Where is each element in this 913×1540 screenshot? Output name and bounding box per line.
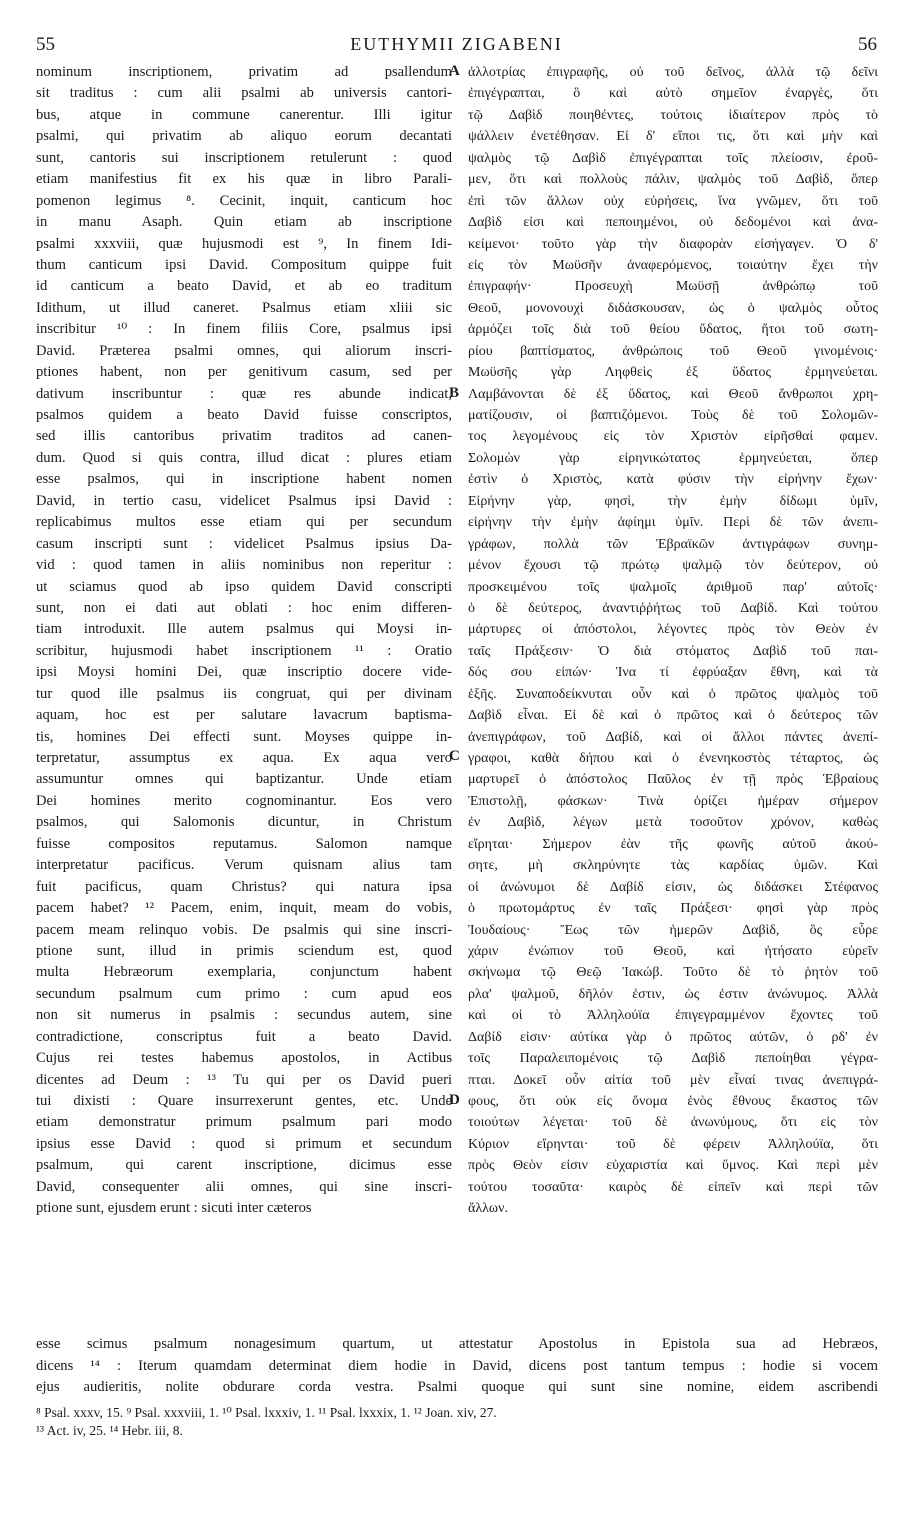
greek-line: γράφων, πολλὰ τῶν Ἑβραϊκῶν ἀντιγράφων συνημ-	[468, 536, 878, 552]
latin-line: sed illis cantoribus privatim traditos ad canen-	[36, 428, 452, 445]
latin-line: ptione sunt, illud in primis sciendum est, quod	[36, 942, 452, 959]
latin-line: aquam, hoc est per salutare lavacrum baptisma-	[36, 707, 452, 724]
latin-line: non sit numerus in psalmis : secundus autem, sine	[36, 1007, 452, 1024]
greek-line: τῷ Δαβὶδ ποιηθέντες, τούτοις ἰδιαίτερον πρὸς τὸ	[468, 107, 878, 123]
greek-column	[468, 62, 878, 1220]
latin-line: psalmos quidem a beato David fuisse conscriptos,	[36, 407, 452, 423]
greek-line: εἰρήνην τὴν ἐμὴν ἀφίημι ὑμῖν. Περὶ δὲ τῶν ἀνεπι-	[468, 515, 878, 531]
latin-line: tiam introduxit. Ille autem psalmus qui Moysi in-	[36, 621, 452, 638]
greek-line: ὁ δὲ δεύτερος, ἀναντιῤῥήτως τοῦ Δαβίδ. Καὶ τούτου	[468, 600, 878, 616]
latin-line: David, in tertio casu, videlicet Psalmus ipsi David :	[36, 492, 452, 509]
greek-line: κείμενοι· τοῦτο γὰρ τὴν διαφορὰν εἰσήγαγεν. Ὁ δ'	[468, 236, 878, 252]
greek-line: τοιούτων λέγεται· τοῦ δὲ ἀνωνύμους, ὅτι εἰς τὸν	[468, 1115, 878, 1131]
greek-line: ρλα' ψαλμοῦ, δῆλόν ἐστιν, ὡς ἐστιν ἀνώνυμος. Ἀλλὰ	[468, 986, 878, 1002]
greek-line: ἀλλοτρίας ἐπιγραφῆς, οὐ τοῦ δεῖνος, ἀλλὰ τῷ δεῖνι	[468, 65, 878, 80]
margin-letter-b: B	[449, 385, 460, 401]
greek-line: πται. Δοκεῖ οὖν αἰτία τοῦ μὲν εἶναί τινας ἀνεπιγρά-	[468, 1072, 878, 1088]
running-title: EUTHYMII ZIGABENI	[350, 34, 563, 54]
latin-line: Idithum, ut illud caneret. Psalmus etiam xliii sic	[36, 299, 452, 316]
greek-line: Σολομὼν γὰρ εἰρηνικώτατος ἑρμηνεύεται, ὅπερ	[468, 450, 878, 466]
latin-line: pacem meam relinquo vobis. De psalmis qui sine inscri-	[36, 921, 452, 938]
latin-line: ut sciamus quod ab ipso quidem David conscripti	[36, 578, 452, 595]
greek-line: μένον ἔχουσι τῷ πρώτῳ ψαλμῷ τὸν δεύτερον, οὐ	[468, 558, 878, 574]
latin-line: sunt, non ei dati aut oblati : hoc enim differen-	[36, 599, 452, 616]
greek-line: μαρτυρεῖ ὁ ἀπόστολος Παῦλος ἐν τῇ πρὸς Ἑβραίους	[468, 772, 878, 788]
greek-line: Λαμβάνονται δὲ ἐξ ὕδατος, καὶ Θεοῦ ἄνθρωποι χρη-	[468, 386, 878, 402]
page-header	[36, 34, 877, 62]
latin-line: dicentes ad Deum : ¹³ Tu qui per os David pueri	[36, 1071, 452, 1088]
latin-line: ipsi Moysi homini Dei, quæ inscriptio docere vide-	[36, 664, 452, 681]
latin-line: tui dixisti : Quare insurrexerunt gentes, etc. Unde	[36, 1093, 452, 1109]
greek-line: Κύριον εἴρηνται· τοῦ δὲ φέρειν Ἀλληλούϊα, ὅτι	[468, 1136, 878, 1152]
greek-line: ἐπὶ τῶν ἄλλων οὐχ εὑρήσεις, ἵνα γνῶμεν, ὅτι τοῦ	[468, 193, 878, 209]
full-width-line: esse scimus psalmum nonagesimum quartum, ut attestatur Apostolus in Epistola sua ad Hebræos,	[36, 1336, 878, 1352]
full-width-line: dicens ¹⁴ : Iterum quamdam determinat diem hodie in David, dicens post tantum tempus : hodie si vocem	[36, 1357, 878, 1374]
margin-letter-a: A	[449, 63, 460, 79]
latin-line: secundum psalmum cum primo : cum apud eos	[36, 985, 452, 1002]
latin-line: psalmos, qui Salomonis dicuntur, in Christum	[36, 814, 452, 831]
footnote-line: ¹³ Act. iv, 25. ¹⁴ Hebr. iii, 8.	[36, 1423, 183, 1438]
greek-line: Δαβὶδ εἰσι καὶ πεποιημένοι, οὐ δεδομένοι καὶ ἀνα-	[468, 215, 878, 231]
latin-line: tis, homines Dei effecti sunt. Moyses quippe in-	[36, 728, 452, 745]
latin-column	[36, 62, 452, 1220]
latin-line: psalmi, qui privatim ab aliquo eorum decantati	[36, 128, 452, 145]
page-number-left: 55	[36, 34, 55, 55]
greek-line: τούτου τοσαῦτα· καιρὸς δὲ εἰπεῖν καὶ περὶ τῶν	[468, 1179, 878, 1195]
greek-line: γραφοι, καθὰ δήπου καὶ ὁ ἐνενηκοστὸς τέταρτος, ὡς	[468, 751, 878, 766]
full-width-text	[36, 1334, 878, 1399]
latin-line: pomenon legimus ⁸. Cecinit, inquit, canticum hoc	[36, 192, 452, 209]
greek-line: τοῖς Παραλειπομένοις τῷ Δαβὶδ πεποίηθαι γέγρα-	[468, 1051, 878, 1067]
greek-line: ματίζουσιν, οἱ βαπτιζόμενοι. Τοὺς δὲ τοῦ Σολομῶν-	[468, 408, 878, 423]
latin-line: in manu Asaph. Quin etiam ab inscriptione	[36, 214, 452, 231]
greek-line: ὁ πρωτομάρτυς ἐν ταῖς Πράξεσι· φησὶ γὰρ πρὸς	[468, 901, 878, 917]
latin-line: Dei homines merito cognominantur. Eos vero	[36, 792, 452, 809]
latin-line: psalmi xxxviii, quæ hujusmodi est ⁹, In finem Idi-	[36, 235, 452, 252]
latin-line: bus, atque in commune canerentur. Illi igitur	[36, 106, 452, 123]
greek-line: ἐπιγραφήν· Προσευχὴ Μωϋσῇ ἀνθρώπῳ τοῦ	[468, 279, 878, 295]
latin-line: contradictione, conscriptus fuit a beato David.	[36, 1028, 452, 1045]
greek-line: ἑξῆς. Συναποδείκνυται οὖν καὶ ὁ πρῶτος ψαλμὸς τοῦ	[468, 686, 878, 702]
greek-line: Δαβίδ εἰσιν· αὐτίκα γὰρ ὁ πρῶτος αὐτῶν, ὁ ρδ' ἐν	[468, 1029, 878, 1045]
greek-line: δός σου εἰπών· Ἱνα τί ἐφρύαξαν ἔθνη, καὶ τὰ	[468, 665, 878, 681]
full-width-line: ejus audieritis, nolite obdurare corda vestra. Psalmi quoque qui sunt sine nomine, eidem ascribendi	[36, 1379, 878, 1395]
greek-line: Ἐπιστολῇ, φάσκων· Τινὰ ὁρίζει ἡμέραν σήμερον	[468, 793, 878, 809]
latin-line: dativum inscribuntur : quæ res abunde indicat,	[36, 385, 452, 402]
latin-line: fuisse compositos reputamus. Salomon namque	[36, 835, 452, 852]
latin-line: David, consequenter alii omnes, qui sine inscri-	[36, 1178, 452, 1195]
footnotes	[36, 1404, 878, 1440]
latin-line: thum canticum ipsi David. Compositum quippe fuit	[36, 256, 452, 273]
margin-letter-d: D	[449, 1092, 460, 1108]
greek-line: Ἰουδαίους· Ἕως τῶν ἡμερῶν Δαβὶδ, ὃς εὗρε	[468, 922, 878, 938]
latin-line: tur quod ille psalmus iis congruat, qui per divinam	[36, 685, 452, 702]
latin-line: pacem habet? ¹² Pacem, enim, inquit, meam do vobis,	[36, 900, 452, 917]
margin-letter-c: C	[449, 748, 460, 764]
latin-line: id canticum a beato David, et ab eo traditum	[36, 278, 452, 295]
greek-line: εἰς τὸν Μωϋσῆν ἀναφερόμενος, τοιαύτην ἔχει τὴν	[468, 257, 878, 273]
latin-line: Cujus rei testes habemus apostolos, in Actibus	[36, 1050, 452, 1067]
greek-line: ἄλλων.	[468, 1201, 508, 1217]
greek-line: ἐστὶν ὁ Χριστὸς, κατὰ φύσιν τὴν εἰρήνην ἔχων·	[468, 472, 878, 488]
latin-line: psalmum, qui carent inscriptione, dicimus esse	[36, 1157, 452, 1174]
greek-line: οἱ ἀνώνυμοι δὲ Δαβίδ εἰσιν, ὡς διδάσκει Στέφανος	[468, 879, 878, 895]
greek-line: ἁρμόζει τοῖς διὰ τοῦ θείου ὕδατος, ἤτοι τοῦ σωτη-	[468, 322, 878, 338]
latin-line: inscribitur ¹⁰ : In finem filiis Core, psalmus ipsi	[36, 321, 452, 338]
latin-line: etiam manifestius fit ex his quæ in libro Parali-	[36, 171, 452, 188]
greek-line: ψαλμὸς τῷ Δαβὶδ ἐπιγέγραπται τοῖς πλείοσιν, ἐροῦ-	[468, 150, 878, 166]
greek-line: σητε, μὴ σκληρύνητε τὰς καρδίας ὑμῶν. Καὶ	[468, 858, 878, 874]
latin-line: sit traditus : cum alii psalmi ab universis cantori-	[36, 85, 452, 102]
latin-line: ptione sunt, ejusdem erunt : sicuti inter cæteros	[36, 1200, 312, 1217]
latin-line: David. Præterea psalmi omnes, qui aliorum inscri-	[36, 342, 452, 359]
greek-line: καὶ οἱ τὸ Ἀλληλούϊα ἐπιγεγραμμένον ἔχοντες τοῦ	[468, 1008, 878, 1024]
latin-line: fuit pacificus, quam Christus? qui natura ipsa	[36, 878, 452, 895]
latin-line: assumuntur omnes qui baptizantur. Unde etiam	[36, 771, 452, 788]
latin-line: multa Hebræorum exemplaria, conjunctum habent	[36, 964, 452, 981]
greek-line: Θεοῦ, μονονουχὶ διδάσκουσαν, ὡς ὁ ψαλμὸς οὗτος	[468, 300, 878, 316]
greek-line: ρίου βαπτίσματος, ἀνθρώποις τοῦ Θεοῦ γινομένοις·	[468, 343, 878, 359]
latin-line: etiam demonstratur primum psalmum pari modo	[36, 1114, 452, 1131]
greek-line: προσκειμένου τοῖς ψαλμοῖς ἀριθμοῦ παρ' αὐτοῖς·	[468, 579, 878, 595]
page-number-right: 56	[858, 34, 877, 55]
greek-line: τος λεγομένους εἰς τὸν Χριστὸν εἰρῆσθαί φαμεν.	[468, 429, 878, 445]
latin-line: scribitur, hujusmodi habet inscriptionem ¹¹ : Oratio	[36, 642, 452, 659]
latin-line: terpretatur, assumptus ex aqua. Ex aqua vero	[36, 750, 452, 766]
greek-line: ψάλλειν ἐνετέθησαν. Εἰ δ' εἴποι τις, ὅτι καὶ μὴν καὶ	[468, 129, 878, 145]
latin-line: esse psalmos, qui in inscriptione habent nomen	[36, 471, 452, 488]
greek-line: ἐν Δαβὶδ, λέγων μετὰ τοσοῦτον χρόνον, καθὼς	[468, 815, 878, 831]
greek-line: εἴρηται· Σήμερον ἐὰν τῆς φωνῆς αὐτοῦ ἀκού-	[468, 836, 878, 852]
greek-line: φους, ὅτι οὐκ εἰς ὄνομα ἑνὸς ἔθνους ἕκαστος τῶν	[468, 1094, 878, 1109]
greek-line: χάριν ἐνώπιον τοῦ Θεοῦ, καὶ ἠτήσατο εὑρεῖν	[468, 943, 878, 959]
greek-line: Δαβὶδ εἶναι. Εἰ δὲ καὶ ὁ πρῶτος καὶ ὁ δεύτερος τῶν	[468, 708, 878, 724]
greek-line: Μωϋσῆς γὰρ Ληφθεὶς ἐξ ὕδατος ἑρμηνεύεται.	[468, 365, 878, 381]
latin-line: replicabimus multos esse etiam qui per secundum	[36, 514, 452, 531]
greek-line: ταῖς Πράξεσιν· Ὁ διὰ στόματος Δαβὶδ τοῦ παι-	[468, 643, 878, 659]
latin-line: interpretatur pacificus. Verum quisnam alius tam	[36, 857, 452, 874]
greek-line: μεν, ὅτι καὶ πολλοὺς πάλιν, ψαλμὸς τοῦ Δαβὶδ, ὅπερ	[468, 172, 878, 188]
latin-line: vid : quod tamen in aliis nominibus non reperitur :	[36, 557, 452, 574]
latin-line: casum inscripti sunt : videlicet Psalmus ipsius Da-	[36, 535, 452, 552]
greek-line: ἐπιγέγραπται, ὃ καὶ αὐτὸ σημεῖον ἐναργὲς, ὅτι	[468, 86, 878, 102]
greek-line: Εἰρήνην γὰρ, φησὶ, τὴν ἐμὴν δίδωμι ὑμῖν,	[468, 493, 878, 509]
footnote-line: ⁸ Psal. xxxv, 15. ⁹ Psal. xxxviii, 1. ¹⁰ Psal. lxxxiv, 1. ¹¹ Psal. lxxxix, 1. ¹² Joan. xiv, 27.	[36, 1405, 497, 1420]
greek-line: μάρτυρες οἱ ἀπόστολοι, λέγοντες πρὸς τὸν Θεὸν ἐν	[468, 622, 878, 638]
latin-line: dum. Quod si quis contra, illud dicat : plures etiam	[36, 449, 452, 466]
latin-line: nominum inscriptionem, privatim ad psallendum	[36, 64, 452, 80]
greek-line: ἀνεπιγράφων, τοῦ Δαβίδ, καὶ οἱ ἄλλοι πάντες ἀνεπί-	[468, 729, 878, 745]
latin-line: ptiones habent, non per genitivum casum, sed per	[36, 364, 452, 381]
greek-line: σκήνωμα τῷ Θεῷ Ἰακώβ. Τοῦτο δὲ τὸ ῥητὸν τοῦ	[468, 965, 878, 981]
latin-line: ipsius esse David : quod si primum et secundum	[36, 1135, 452, 1152]
latin-line: sunt, cantoris sui inscriptionem retulerunt : quod	[36, 149, 452, 166]
greek-line: πρὸς Θεὸν εἰσιν εὐχαριστία καὶ ὕμνος. Καὶ περὶ μὲν	[468, 1158, 878, 1174]
